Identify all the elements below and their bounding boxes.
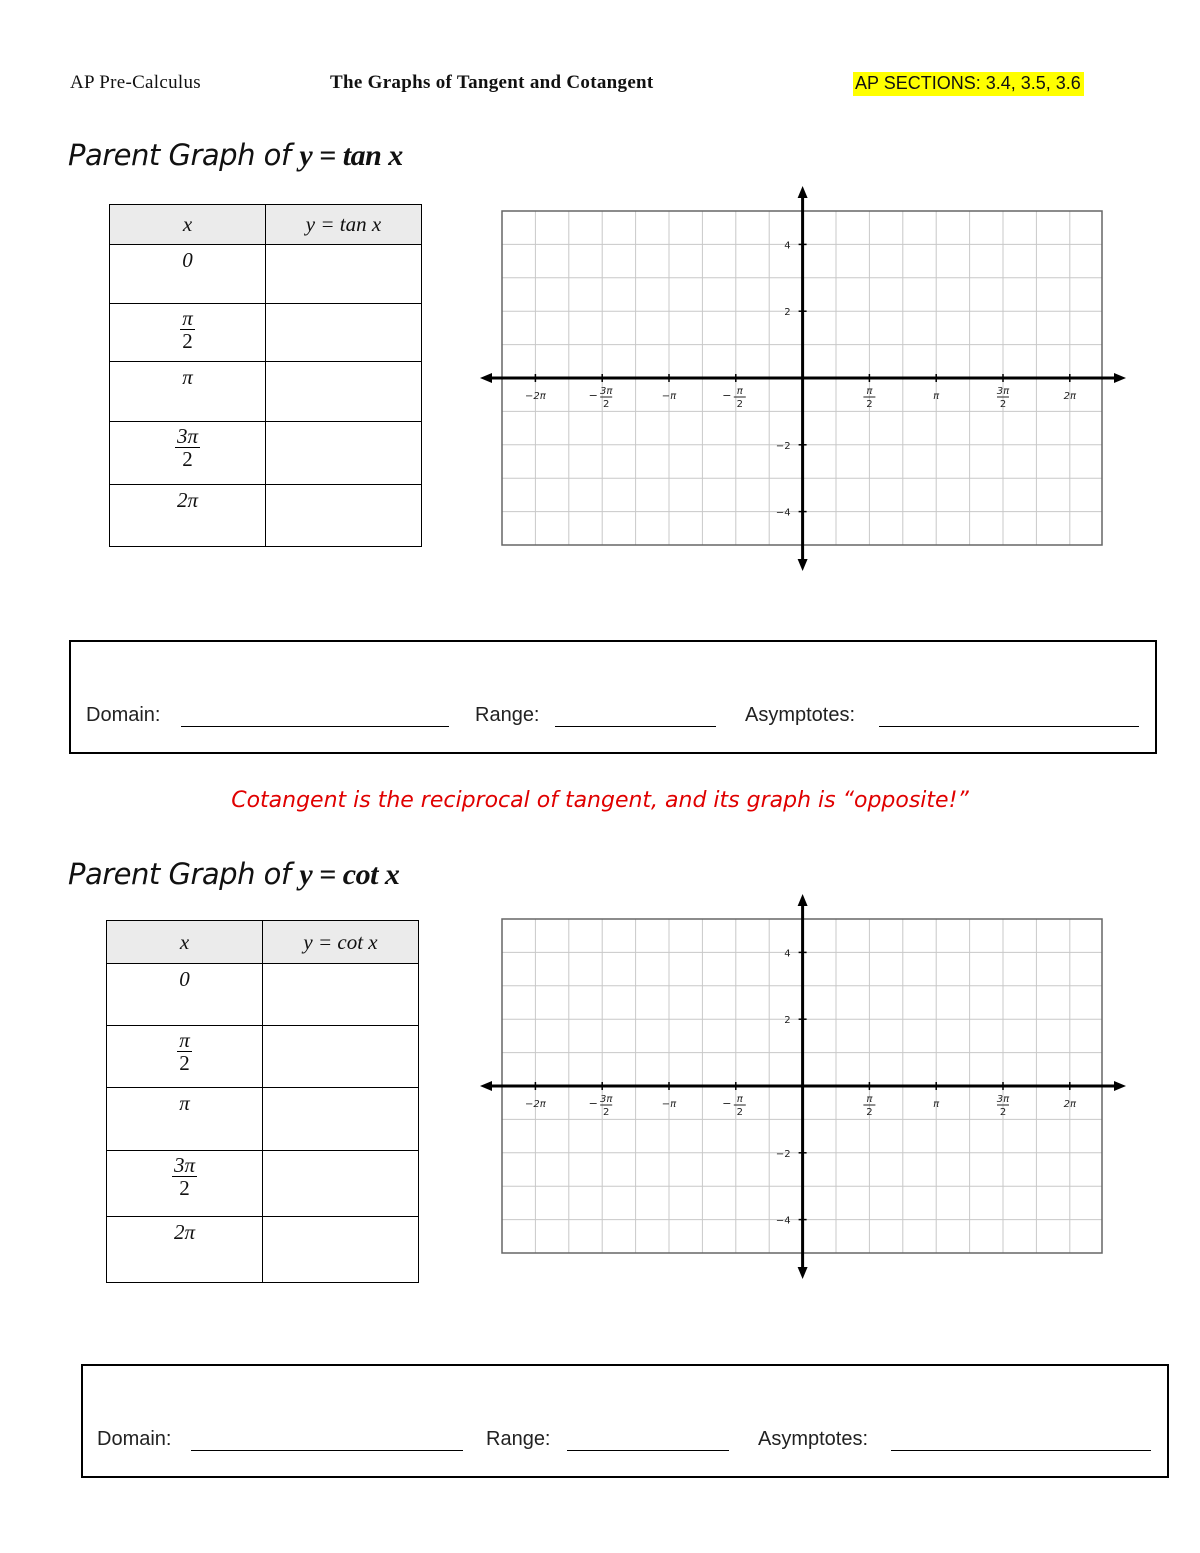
x-tick-label-denominator: 2: [866, 399, 873, 410]
x-tick-label-numerator: π: [736, 386, 743, 397]
cot-row-y-answer[interactable]: [263, 1026, 419, 1088]
x-tick-label-numerator: π: [866, 1094, 873, 1105]
cot-row-y-answer[interactable]: [263, 964, 419, 1026]
x-tick-label: π: [933, 1099, 940, 1110]
x-tick-sign: −: [588, 1097, 598, 1110]
tan-row-x-value: π: [182, 365, 193, 389]
y-tick-label: −4: [775, 1215, 791, 1227]
cot-col-y: y = cot x: [263, 921, 419, 964]
x-tick-label-denominator: 2: [736, 399, 743, 410]
cot-title-prefix: Parent Graph of: [68, 857, 300, 891]
y-tick-label: 4: [784, 948, 791, 960]
cot-col-x: x: [107, 921, 263, 964]
cot-domain-blank[interactable]: [191, 1450, 463, 1451]
tan-asymptotes-blank[interactable]: [879, 726, 1139, 727]
x-tick-label: −π: [661, 391, 677, 402]
x-axis-arrow-left-icon: [480, 373, 492, 383]
cot-row-y-answer[interactable]: [263, 1217, 419, 1283]
x-tick-label-denominator: 2: [603, 1107, 610, 1118]
y-axis-arrow-down-icon: [798, 559, 808, 571]
tan-row-y-answer[interactable]: [266, 362, 422, 422]
y-tick-label: −4: [775, 507, 791, 519]
cot-row-x-value: 2π: [173, 1220, 196, 1244]
tan-range-label: Range:: [475, 704, 540, 726]
tan-row-x: [110, 245, 266, 304]
tan-row-x: [110, 485, 266, 547]
x-tick-label-numerator: 3π: [996, 386, 1010, 397]
y-tick-label: 2: [784, 1015, 791, 1027]
tan-row-x: [110, 362, 266, 422]
tan-col-y: y = tan x: [266, 205, 422, 245]
y-axis-arrow-up-icon: [798, 894, 808, 906]
tan-section-title: [68, 138, 403, 173]
tan-row-y-answer[interactable]: [266, 304, 422, 362]
cot-row-x: [107, 1088, 263, 1151]
cot-info-box: [81, 1364, 1169, 1478]
y-axis-arrow-down-icon: [798, 1267, 808, 1279]
x-tick-label-numerator: π: [866, 386, 873, 397]
cot-range-label: Range:: [486, 1428, 551, 1450]
x-tick-label-numerator: π: [736, 1094, 743, 1105]
cot-asymptotes-label: Asymptotes:: [758, 1428, 869, 1450]
x-tick-label-denominator: 2: [603, 399, 610, 410]
tan-row-y-answer[interactable]: [266, 422, 422, 485]
cot-title-equation: y = cot x: [299, 858, 400, 891]
cot-row-x: [107, 1026, 263, 1088]
cot-value-table: [106, 920, 419, 1283]
cot-row-x-value: $\frac{\pi}{2}$: [179, 1028, 190, 1076]
x-tick-label: π: [933, 391, 940, 402]
y-tick-label: −2: [775, 440, 791, 452]
tan-row-x-value: $\frac{\pi}{2}$: [182, 306, 193, 354]
tan-title-equation: y = tan x: [299, 139, 403, 172]
cot-row-x-value: 0: [179, 967, 190, 991]
x-axis-arrow-right-icon: [1114, 373, 1126, 383]
tan-info-box: [69, 640, 1157, 754]
cot-coordinate-grid[interactable]: [470, 888, 1140, 1288]
tan-asymptotes-label: Asymptotes:: [745, 704, 856, 726]
ap-sections-badge: AP SECTIONS: 3.4, 3.5, 3.6: [853, 72, 1084, 96]
cot-asymptotes-blank[interactable]: [891, 1450, 1151, 1451]
tan-row-x-value: 2π: [176, 488, 199, 512]
cot-row-x: [107, 1151, 263, 1217]
reciprocal-note: Cotangent is the reciprocal of tangent, and its graph is “opposite!”: [231, 788, 969, 813]
x-tick-label-denominator: 2: [999, 399, 1007, 410]
y-tick-label: 2: [784, 307, 791, 319]
x-tick-label: −2π: [525, 391, 546, 402]
x-axis-arrow-left-icon: [480, 1081, 492, 1091]
y-tick-label: 4: [784, 240, 791, 252]
x-tick-label: 2π: [1063, 1099, 1076, 1110]
tan-row-x: [110, 304, 266, 362]
tan-col-x: x: [110, 205, 266, 245]
x-tick-label: 2π: [1063, 391, 1076, 402]
tan-row-x: [110, 422, 266, 485]
worksheet-title: The Graphs of Tangent and Cotangent: [330, 72, 654, 93]
cot-row-x: [107, 964, 263, 1026]
cot-section-title: [68, 857, 399, 892]
course-name: AP Pre-Calculus: [70, 72, 201, 93]
y-axis-arrow-up-icon: [798, 186, 808, 198]
cot-domain-label: Domain:: [97, 1428, 172, 1450]
tan-coordinate-grid[interactable]: [470, 180, 1140, 580]
cot-row-x-value: π: [179, 1091, 190, 1115]
y-tick-label: −2: [775, 1148, 791, 1160]
x-tick-sign: −: [722, 1097, 732, 1110]
x-tick-sign: −: [722, 389, 732, 402]
tan-domain-blank[interactable]: [181, 726, 449, 727]
tan-range-blank[interactable]: [555, 726, 716, 727]
x-tick-label-denominator: 2: [736, 1107, 743, 1118]
x-tick-label-numerator: 3π: [996, 1094, 1010, 1105]
cot-row-y-answer[interactable]: [263, 1088, 419, 1151]
x-tick-label-denominator: 2: [866, 1107, 873, 1118]
tan-row-x-value: $\frac{3\pi}{2}$: [176, 424, 199, 472]
cot-row-y-answer[interactable]: [263, 1151, 419, 1217]
cot-range-blank[interactable]: [567, 1450, 729, 1451]
cot-row-x: [107, 1217, 263, 1283]
tan-row-x-value: 0: [182, 248, 193, 272]
x-tick-label-numerator: 3π: [600, 1094, 613, 1105]
x-axis-arrow-right-icon: [1114, 1081, 1126, 1091]
tan-row-y-answer[interactable]: [266, 485, 422, 547]
tan-title-prefix: Parent Graph of: [68, 138, 300, 172]
x-tick-label-denominator: 2: [999, 1107, 1007, 1118]
x-tick-label: −2π: [525, 1099, 546, 1110]
tan-row-y-answer[interactable]: [266, 245, 422, 304]
tan-domain-label: Domain:: [86, 704, 161, 726]
x-tick-label: −π: [661, 1099, 677, 1110]
cot-row-x-value: $\frac{3\pi}{2}$: [173, 1153, 196, 1201]
tan-value-table: [109, 204, 422, 547]
x-tick-sign: −: [588, 389, 598, 402]
x-tick-label-numerator: 3π: [600, 386, 613, 397]
